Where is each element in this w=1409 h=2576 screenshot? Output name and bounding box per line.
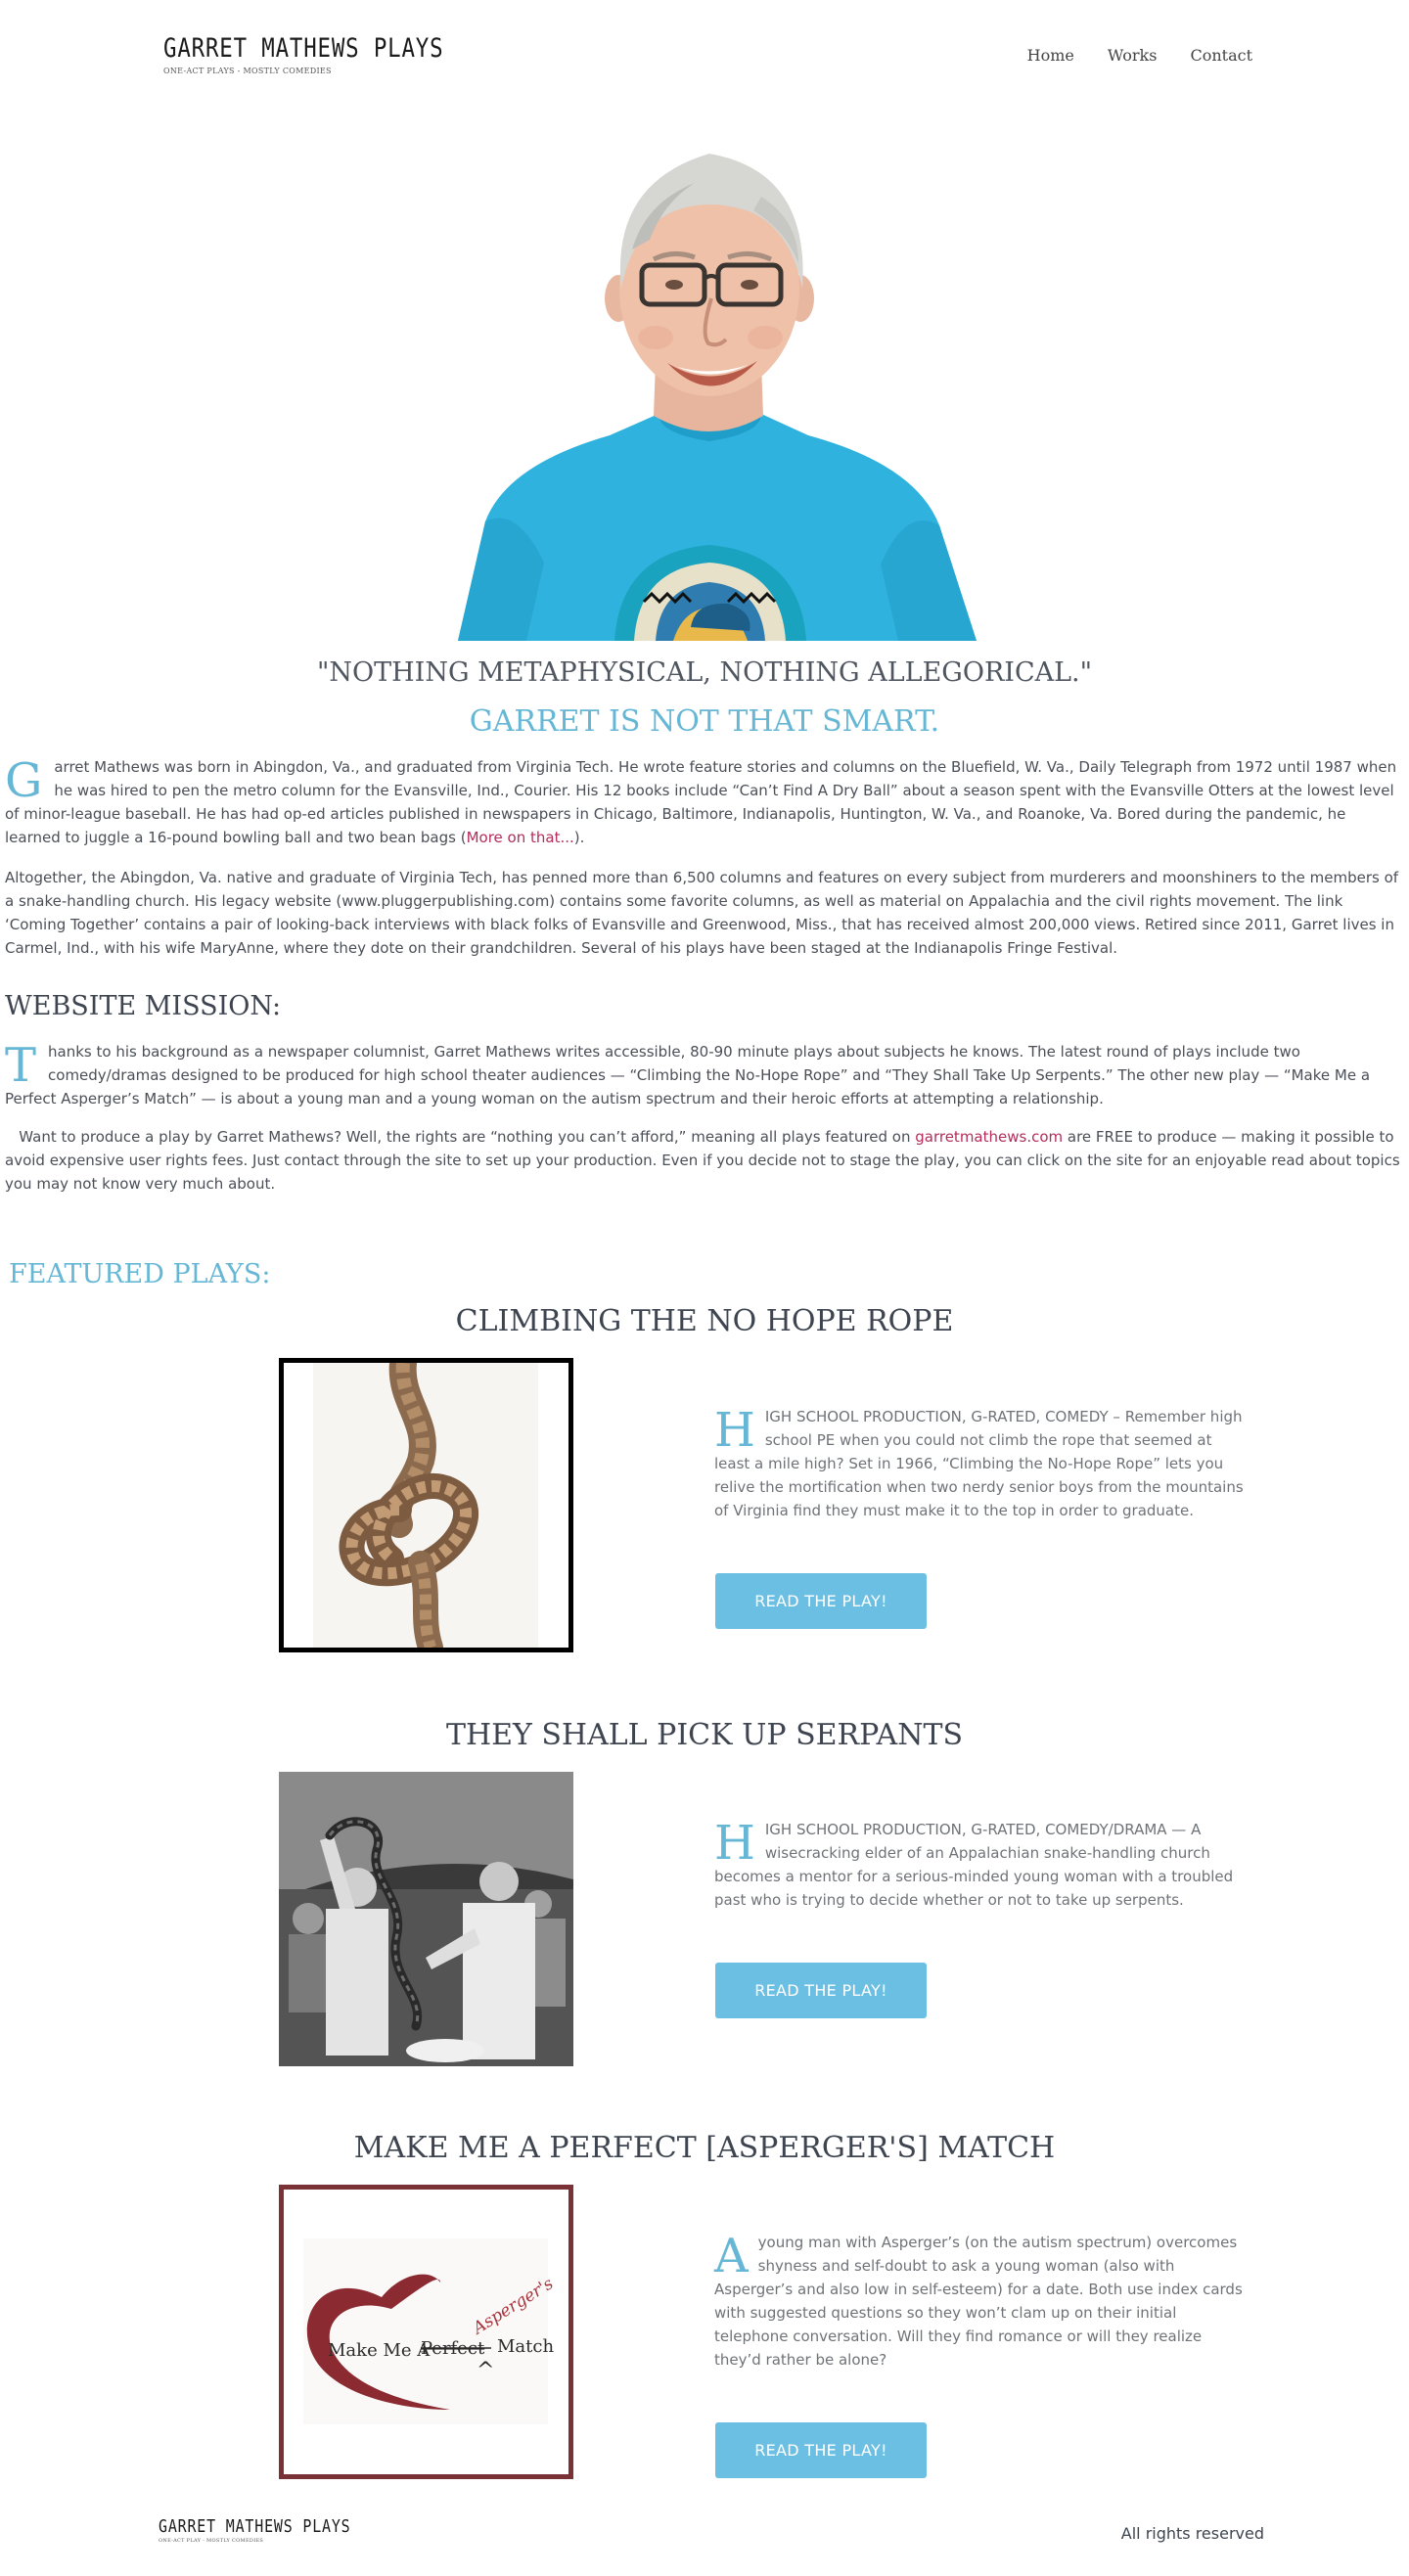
rope-image xyxy=(279,1358,573,1652)
drop-cap: H xyxy=(714,1403,755,1458)
more-on-that-link[interactable]: More on that... xyxy=(466,829,574,846)
play-description-text: IGH SCHOOL PRODUCTION, G-RATED, COMEDY/DRAMA — A wisecracking elder of an Appalachian snake-handling church becomes a mentor for a serious-minded young woman with a troubled past who is trying to decide whether or not to take up serpents. xyxy=(714,1821,1234,1909)
mission-text: Want to produce a play by Garret Mathews? Well, the rights are “nothing you can’t afford,” meaning all plays featured on xyxy=(5,1128,916,1146)
author-portrait xyxy=(438,142,980,641)
bio-text: arret Mathews was born in Abingdon, Va., and graduated from Virginia Tech. He wrote feature stories and columns on the Bluefield, W. Va., Daily Telegraph from 1972 until 1987 when he was hired to pen the metro column for the Evansville, Ind., Courier. His 12 books include “Can’t Find A Dry Ball” about a season spent with the Evansville Otters at the lowest level of minor-league baseball. He has had op-ed articles published in newspapers in Chicago, Baltimore, Indianapolis, Huntington, W. Va., and Roanoke, Va. Bored during the pandemic, he learned to juggle a 16-pound bowling ball and two bean bags ( xyxy=(5,758,1397,846)
nav-works[interactable]: Works xyxy=(1107,46,1158,65)
mission-paragraph-2 xyxy=(5,1125,1404,1196)
match-image-insert: Asperger's xyxy=(470,2274,558,2339)
hero-subquote: GARRET IS NOT THAT SMART. xyxy=(469,704,940,739)
nav-contact[interactable]: Contact xyxy=(1190,46,1252,65)
drop-cap: H xyxy=(714,1816,755,1871)
mission-title: WEBSITE MISSION: xyxy=(5,991,282,1021)
read-play-button[interactable]: READ THE PLAY! xyxy=(715,2422,927,2478)
mission-paragraph-1 xyxy=(5,1040,1404,1110)
bio-text-end: ). xyxy=(573,829,585,846)
bio-paragraph-2: Altogether, the Abingdon, Va. native and graduate of Virginia Tech, has penned more than 6,500 columns and features on every subject from murderers and moonshiners to the members of a snake-handling church. His legacy website (www.pluggerpublishing.com) contains some favorite columns, as well as material on Appalachia and the civil rights movement. The link ‘Coming Together’ contains a pair of looking-back interviews with black folks of Evansville and Greenwood, Miss., that has received almost 200,000 views. Retired since 2011, Garret lives in Carmel, Ind., with his wife MaryAnne, where they dote on their grandchildren. Several of his plays have been staged at the Indianapolis Fringe Festival. xyxy=(5,869,1399,957)
play-description xyxy=(714,2231,1250,2372)
drop-cap: T xyxy=(5,1038,37,1093)
featured-title: FEATURED PLAYS: xyxy=(9,1259,271,1289)
play-title: MAKE ME A PERFECT [ASPERGER'S] MATCH xyxy=(353,2131,1056,2165)
play-description xyxy=(714,1818,1250,1912)
mission-text-end: are FREE to produce — making it possible to avoid expensive user rights fees. Just contact through the site to set up your production. Even if you decide not to stage the play, you can click on the site for an enjoyable read about topics you may not know very much about. xyxy=(5,1128,1400,1193)
logo-tagline: ONE-ACT PLAYS - MOSTLY COMEDIES xyxy=(163,67,332,75)
match-image-title-end: Match xyxy=(497,2336,555,2357)
serpents-image xyxy=(279,1772,573,2066)
read-play-button[interactable]: READ THE PLAY! xyxy=(715,1963,927,2018)
footer-logo-title: GARRET MATHEWS PLAYS xyxy=(159,2516,351,2537)
play-title: CLIMBING THE NO HOPE ROPE xyxy=(455,1304,954,1338)
footer-logo[interactable] xyxy=(159,2516,390,2544)
nav-home[interactable]: Home xyxy=(1026,46,1074,65)
match-image-title-start: Make Me A xyxy=(328,2340,431,2361)
main-nav xyxy=(1027,46,1252,65)
match-image-struck-word: Perfect xyxy=(421,2338,485,2359)
drop-cap: G xyxy=(5,753,43,808)
site-logo[interactable] xyxy=(163,33,501,75)
play-title: THEY SHALL PICK UP SERPANTS xyxy=(445,1718,964,1752)
footer-rights: All rights reserved xyxy=(1120,2524,1264,2543)
site-link[interactable]: garretmathews.com xyxy=(915,1128,1064,1146)
play-description-text: IGH SCHOOL PRODUCTION, G-RATED, COMEDY – Remember high school PE when you could not climb the rope that seemed at least a mile high? Set in 1966, “Climbing the No-Hope Rope” lets you relive the mortification when two nerdy senior boys from the mountains of Virginia find they must make it to the top in order to graduate. xyxy=(714,1408,1244,1519)
logo-title: GARRET MATHEWS PLAYS xyxy=(163,33,444,64)
play-description-text: young man with Asperger’s (on the autism spectrum) overcomes shyness and self-doubt to ask a young woman (also with Asperger’s and also low in self-esteem) for a date. Both use index cards with suggested questions so they won’t clam up on their initial telephone conversation. Will they find romance or will they realize they’d rather be alone? xyxy=(714,2234,1243,2369)
play-description xyxy=(714,1405,1250,1522)
match-image xyxy=(279,2185,573,2479)
site-header xyxy=(0,0,1409,108)
drop-cap: A xyxy=(714,2229,749,2283)
match-image-caret: ^ xyxy=(477,2359,495,2383)
read-play-button[interactable]: READ THE PLAY! xyxy=(715,1573,927,1629)
hero-quote: "NOTHING METAPHYSICAL, NOTHING ALLEGORICAL." xyxy=(316,657,1093,688)
footer-logo-tagline: ONE-ACT PLAY - MOSTLY COMEDIES xyxy=(159,2538,264,2544)
bio-paragraph-1 xyxy=(5,755,1404,849)
mission-text: hanks to his background as a newspaper columnist, Garret Mathews writes accessible, 80-90 minute plays about subjects he knows. The latest round of plays include two comedy/dramas designed to be produced for high school theater audiences — “Climbing the No-Hope Rope” and “They Shall Take Up Serpents.” The other new play — “Make Me a Perfect Asperger’s Match” — is about a young man and a young woman on the autism spectrum and their heroic efforts at attempting a relationship. xyxy=(5,1043,1371,1107)
